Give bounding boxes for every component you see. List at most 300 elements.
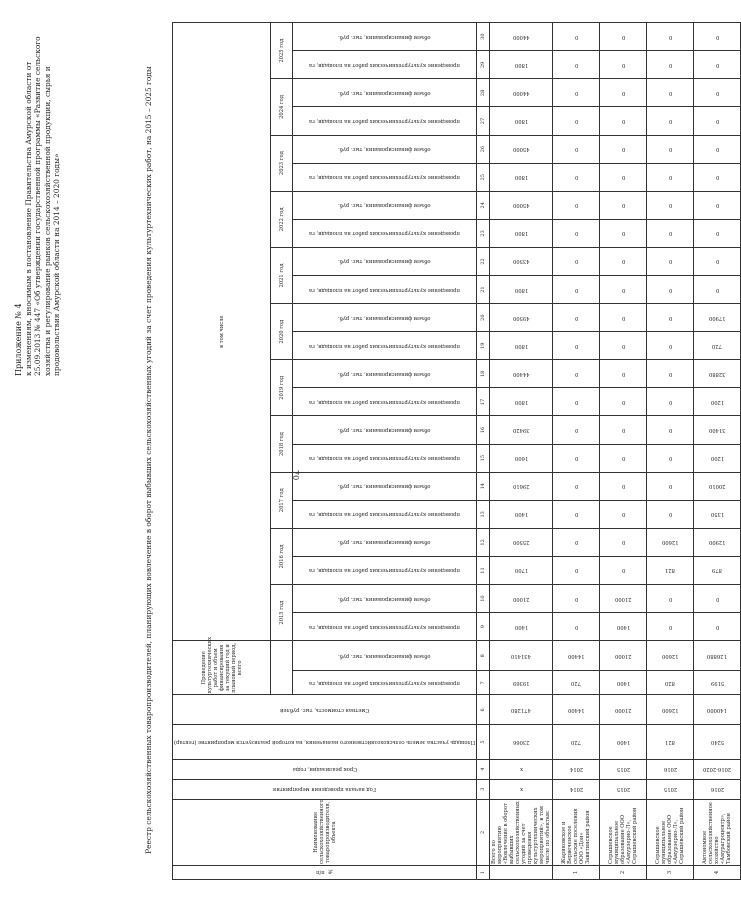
header-sub-fin-3-text: объем финансирования, тыс. руб. — [338, 483, 431, 490]
row-value-3 — [600, 585, 647, 613]
header-sub-area-7 — [292, 276, 476, 304]
table-row — [553, 23, 600, 880]
row-value-7 — [647, 472, 694, 500]
column-number-15: 16 — [477, 416, 490, 444]
header-year-6: 2021 год — [271, 247, 293, 303]
row-value-6 — [490, 500, 553, 528]
row-value-13 — [553, 304, 600, 332]
header-period-text: Срок реализации, годы — [292, 766, 357, 773]
header-sub-fin-5-text: объем финансирования, тыс. руб. — [338, 370, 431, 377]
row-value-20 — [600, 107, 647, 135]
row-value-16 — [553, 219, 600, 247]
row-value-22-text: 0 — [574, 61, 578, 68]
row-value-5-text: 25500 — [513, 539, 530, 546]
row-value-6 — [553, 500, 600, 528]
column-number-29: 30 — [477, 23, 490, 51]
row-value-21 — [600, 79, 647, 107]
row-value-3-text: 21000 — [513, 595, 530, 602]
row-year-started-text: 2014 — [569, 786, 583, 793]
row-value-14-text: 0 — [668, 286, 672, 293]
header-sub-fin-9 — [292, 135, 476, 163]
row-value-9-text: 0 — [621, 427, 625, 434]
column-number-20: 21 — [477, 276, 490, 304]
row-value-13 — [600, 304, 647, 332]
row-value-9-text: 31400 — [709, 427, 726, 434]
row-period — [600, 759, 647, 779]
row-value-12 — [490, 332, 553, 360]
row-value-7 — [553, 472, 600, 500]
row-value-22 — [694, 51, 741, 79]
row-name: Всего по мероприятию «Вовлечение в оборот выбывших сельскохозяйственных угодий за счет проведения культуртехнических мероприятий», в том числе по объектам: — [491, 801, 552, 864]
row-value-23 — [694, 23, 741, 51]
row-period-text: x — [519, 766, 523, 773]
header-sub-fin-2 — [292, 528, 476, 556]
row-value-21-text: 0 — [715, 89, 719, 96]
table-row — [647, 23, 694, 880]
row-value-22 — [647, 51, 694, 79]
row-value-11-text: 44400 — [513, 370, 530, 377]
row-value-17 — [600, 191, 647, 219]
row-value-5 — [600, 528, 647, 556]
row-value-17 — [694, 191, 741, 219]
header-num-text: № п/п — [316, 869, 333, 876]
row-value-21-text: 44000 — [513, 89, 530, 96]
row-value-3-text: 0 — [574, 595, 578, 602]
row-num: 4 — [694, 865, 741, 879]
header-area-text: Площадь участка земель сельскохозяйственного назначения, на которой реализуется мероприятие (гектар) — [174, 739, 476, 746]
column-number-12: 13 — [477, 500, 490, 528]
row-value-11 — [553, 360, 600, 388]
row-value-17 — [490, 191, 553, 219]
row-value-1-text: 431410 — [511, 652, 532, 659]
row-area-text: 23066 — [513, 739, 530, 746]
row-value-2 — [600, 613, 647, 641]
row-value-2-text: 1400 — [514, 623, 528, 630]
row-value-4-text: 821 — [665, 567, 676, 574]
row-value-0 — [647, 671, 694, 695]
row-value-20-text: 1800 — [514, 118, 528, 124]
row-value-14-text: 1800 — [514, 286, 528, 293]
header-sub-fin-3 — [292, 472, 476, 500]
row-value-5-text: 12900 — [709, 539, 726, 546]
row-cost-text: 21000 — [615, 706, 632, 713]
row-value-7-text: 0 — [574, 483, 578, 490]
row-value-3-text: 0 — [715, 595, 719, 602]
row-value-15-text: 0 — [668, 258, 672, 265]
row-value-1-text: 12600 — [662, 652, 679, 659]
header-year-3: 2018 год — [271, 416, 293, 472]
row-value-2 — [553, 613, 600, 641]
row-value-2 — [647, 613, 694, 641]
row-value-0 — [694, 671, 741, 695]
row-value-0 — [490, 671, 553, 695]
row-year-started-text: 2015 — [663, 786, 677, 793]
header-period — [173, 759, 477, 779]
header-sub-fin-4 — [292, 416, 476, 444]
row-value-15-text: 0 — [574, 258, 578, 265]
header-year-0: 2015 год — [271, 585, 293, 641]
row-year-started — [600, 779, 647, 799]
header-num — [173, 865, 477, 879]
row-value-16 — [490, 219, 553, 247]
column-number-2: 3 — [477, 779, 490, 799]
row-value-11-text: 32880 — [709, 370, 726, 377]
row-value-13-text: 49500 — [513, 314, 530, 321]
row-value-1 — [553, 641, 600, 671]
registry-table — [172, 22, 741, 880]
row-value-0 — [553, 671, 600, 695]
row-value-19-text: 0 — [621, 146, 625, 153]
row-value-8 — [553, 444, 600, 472]
row-value-16 — [647, 219, 694, 247]
row-area — [553, 725, 600, 759]
row-num: 2 — [600, 865, 647, 879]
row-value-18 — [553, 163, 600, 191]
row-value-14 — [553, 276, 600, 304]
header-sub-fin-6 — [292, 304, 476, 332]
row-value-1 — [600, 641, 647, 671]
row-value-5-text: 12600 — [662, 539, 679, 546]
row-value-12-text: 0 — [668, 342, 672, 349]
row-period-text: 2015 — [616, 766, 630, 773]
row-value-6-text: 0 — [668, 511, 672, 518]
header-sub-area-9 — [292, 163, 476, 191]
row-value-0 — [600, 671, 647, 695]
row-cost-text: 140000 — [707, 706, 728, 713]
row-value-18 — [694, 163, 741, 191]
header-year-10: 2025 год — [271, 23, 293, 79]
header-sub-fin-0 — [292, 641, 476, 671]
row-value-21-text: 0 — [621, 89, 625, 96]
row-value-21 — [490, 79, 553, 107]
row-value-15-text: 0 — [715, 258, 719, 265]
row-value-22-text: 0 — [715, 61, 719, 68]
header-sub-fin-6-text: объем финансирования, тыс. руб. — [338, 314, 431, 321]
row-year-started — [647, 779, 694, 799]
row-value-21-text: 0 — [668, 89, 672, 96]
row-value-22-text: 0 — [668, 61, 672, 68]
header-sub-fin-11 — [292, 23, 476, 51]
row-value-2-text: 0 — [574, 623, 578, 630]
header-sub-fin-10 — [292, 79, 476, 107]
header-year-8: 2023 год — [271, 135, 293, 191]
row-value-0-text: 19369 — [513, 679, 530, 686]
header-works-total: Проведение культуртехнических работ и объем финансирования за текущий год и плановый период, всего — [173, 641, 271, 695]
row-value-18-text: 0 — [621, 174, 625, 181]
row-value-16-text: 1800 — [514, 230, 528, 237]
row-cost — [553, 695, 600, 725]
row-value-21 — [553, 79, 600, 107]
row-value-13-text: 0 — [668, 314, 672, 321]
row-value-12 — [553, 332, 600, 360]
row-value-23-text: 0 — [715, 33, 719, 40]
row-value-3 — [553, 585, 600, 613]
row-value-20 — [490, 107, 553, 135]
row-value-11-text: 0 — [621, 370, 625, 377]
row-value-18-text: 0 — [668, 174, 672, 181]
header-works-blank — [271, 641, 293, 695]
row-value-12-text: 0 — [621, 342, 625, 349]
header-cost — [173, 695, 477, 725]
column-number-26: 27 — [477, 107, 490, 135]
header-sub-fin-5 — [292, 360, 476, 388]
row-value-1 — [490, 641, 553, 671]
row-value-11-text: 0 — [668, 370, 672, 377]
row-value-2-text: 0 — [715, 623, 719, 630]
row-year-started-text: x — [519, 786, 523, 793]
column-number-25: 26 — [477, 135, 490, 163]
row-value-7-text: 20010 — [709, 483, 726, 490]
header-sub-area-6 — [292, 332, 476, 360]
row-value-10 — [694, 388, 741, 416]
row-value-19 — [553, 135, 600, 163]
header-sub-area-7-text: проведение культуртехнических работ на площади, га — [309, 286, 460, 293]
registry-heading: Реестр сельскохозяйственных товаропроизводителей, планирующих вовлечение в оборот выбывших сельскохозяйственных угодий за счет проведения культуртехнических работ, на 2015 – 2025 годы — [144, 66, 153, 854]
row-value-15-text: 0 — [621, 258, 625, 265]
row-period-text: 2016-2020 — [703, 766, 732, 773]
row-value-20-text: 0 — [715, 118, 719, 124]
header-sub-area-10 — [292, 107, 476, 135]
row-value-3 — [647, 585, 694, 613]
row-value-6 — [647, 500, 694, 528]
row-value-16 — [694, 219, 741, 247]
row-value-2 — [490, 613, 553, 641]
row-value-17-text: 0 — [621, 202, 625, 209]
row-value-8 — [647, 444, 694, 472]
column-number-28: 29 — [477, 51, 490, 79]
header-sub-fin-8 — [292, 191, 476, 219]
header-sub-area-8-text: проведение культуртехнических работ на площади, га — [309, 230, 460, 237]
row-value-8-text: 0 — [668, 455, 672, 462]
row-value-17-text: 0 — [668, 202, 672, 209]
row-value-6-text: 0 — [621, 511, 625, 518]
row-value-7 — [600, 472, 647, 500]
header-sub-area-5-text: проведение культуртехнических работ на площади, га — [309, 398, 460, 405]
header-year-started — [173, 779, 477, 799]
row-value-8-text: 1600 — [514, 455, 528, 462]
row-value-4 — [694, 556, 741, 584]
row-value-3 — [694, 585, 741, 613]
header-sub-fin-7 — [292, 247, 476, 275]
row-value-22 — [600, 51, 647, 79]
row-value-10 — [553, 388, 600, 416]
row-value-3-text: 0 — [668, 595, 672, 602]
appendix-text: к изменениям, вносимым в постановление Правительства Амурской области от 25.09.2013 № 447 «Об утверждении государственной программы «Развитие сельского хозяйства и регулирование рынков сельскохозяйственной продукции, сырья и продовольствия Амурской области на 2014 – 2020 годы» — [24, 36, 61, 376]
row-value-20-text: 0 — [621, 118, 625, 124]
table-row — [694, 23, 741, 880]
row-area — [600, 725, 647, 759]
header-sub-fin-2-text: объем финансирования, тыс. руб. — [338, 539, 431, 546]
row-value-5-text: 0 — [574, 539, 578, 546]
row-value-11 — [490, 360, 553, 388]
row-value-9-text: 39420 — [513, 427, 530, 434]
header-sub-area-1 — [292, 613, 476, 641]
row-value-9 — [647, 416, 694, 444]
column-number-4: 5 — [477, 725, 490, 759]
row-value-0-text: 5199 — [710, 679, 724, 686]
row-value-23 — [490, 23, 553, 51]
row-num — [490, 865, 553, 879]
row-value-16-text: 0 — [715, 230, 719, 237]
row-period — [694, 759, 741, 779]
row-value-2 — [694, 613, 741, 641]
row-area — [694, 725, 741, 759]
header-year-started-text: Год начала проведения мероприятия — [273, 786, 377, 793]
row-value-13-text: 17900 — [709, 314, 726, 321]
row-value-10-text: 1800 — [514, 398, 528, 405]
row-value-14 — [647, 276, 694, 304]
row-value-1 — [694, 641, 741, 671]
row-cost — [600, 695, 647, 725]
row-value-13 — [647, 304, 694, 332]
row-year-started — [694, 779, 741, 799]
header-sub-fin-7-text: объем финансирования, тыс. руб. — [338, 258, 431, 265]
row-value-20 — [694, 107, 741, 135]
column-number-6: 7 — [477, 671, 490, 695]
header-sub-area-11-text: проведение культуртехнических работ на площади, га — [309, 61, 460, 68]
header-sub-fin-1 — [292, 585, 476, 613]
rotated-document — [12, 20, 733, 880]
header-sub-area-10-text: проведение культуртехнических работ на площади, га — [309, 118, 460, 124]
row-value-1-text: 126880 — [707, 652, 728, 659]
page-number: 70 — [291, 470, 300, 481]
row-cost-text: 14400 — [568, 706, 585, 713]
row-value-21 — [647, 79, 694, 107]
row-cost-text: 12600 — [662, 706, 679, 713]
row-value-1-text: 14400 — [568, 652, 585, 659]
column-number-22: 23 — [477, 219, 490, 247]
column-number-0: 1 — [477, 865, 490, 879]
header-sub-area-1-text: проведение культуртехнических работ на площади, га — [309, 623, 460, 630]
row-value-8-text: 0 — [574, 455, 578, 462]
header-sub-area-3-text: проведение культуртехнических работ на площади, га — [309, 511, 460, 518]
row-value-20 — [553, 107, 600, 135]
header-area — [173, 725, 477, 759]
row-value-19-text: 45000 — [513, 146, 530, 153]
row-value-9-text: 0 — [574, 427, 578, 434]
row-value-11 — [600, 360, 647, 388]
row-value-16-text: 0 — [668, 230, 672, 237]
row-value-8 — [600, 444, 647, 472]
header-sub-area-8 — [292, 219, 476, 247]
row-value-6 — [694, 500, 741, 528]
row-value-3-text: 21000 — [615, 595, 632, 602]
column-number-10: 11 — [477, 556, 490, 584]
column-number-5: 6 — [477, 695, 490, 725]
header-sub-area-6-text: проведение культуртехнических работ на площади, га — [309, 342, 460, 349]
row-value-4-text: 879 — [712, 567, 723, 574]
header-sub-area-11 — [292, 51, 476, 79]
header-cost-text: Сметная стоимость, тыс. рублей — [279, 706, 370, 713]
row-value-2-text: 0 — [668, 623, 672, 630]
row-value-10-text: 1200 — [710, 398, 724, 405]
header-year-2: 2017 год — [271, 472, 293, 528]
row-value-17 — [647, 191, 694, 219]
row-value-15 — [490, 247, 553, 275]
row-value-15-text: 43500 — [513, 258, 530, 265]
column-number-18: 19 — [477, 332, 490, 360]
row-year-started-text: 2015 — [616, 786, 630, 793]
column-number-17: 18 — [477, 360, 490, 388]
row-value-11 — [694, 360, 741, 388]
row-area-text: 720 — [571, 739, 582, 746]
row-value-9-text: 0 — [668, 427, 672, 434]
header-year-7: 2022 год — [271, 191, 293, 247]
row-value-23-text: 0 — [621, 33, 625, 40]
header-name: Наименование сельскохозяйственного товаропроизводителя, объекта — [173, 799, 477, 865]
row-value-7 — [694, 472, 741, 500]
row-value-12 — [694, 332, 741, 360]
row-value-10-text: 0 — [668, 398, 672, 405]
header-sub-area-5 — [292, 388, 476, 416]
header-sub-fin-9-text: объем финансирования, тыс. руб. — [338, 146, 431, 153]
header-sub-area-2-text: проведение культуртехнических работ на площади, га — [309, 567, 460, 574]
column-number-24: 25 — [477, 163, 490, 191]
row-value-14-text: 0 — [715, 286, 719, 293]
row-value-22 — [490, 51, 553, 79]
row-value-17 — [553, 191, 600, 219]
row-period — [647, 759, 694, 779]
row-value-0-text: 720 — [571, 679, 582, 686]
header-sub-fin-0-text: объем финансирования, тыс. руб. — [338, 652, 431, 659]
row-value-23-text: 0 — [668, 33, 672, 40]
row-num: 3 — [647, 865, 694, 879]
row-value-1 — [647, 641, 694, 671]
column-number-8: 9 — [477, 613, 490, 641]
row-value-19 — [490, 135, 553, 163]
row-value-6-text: 1400 — [514, 511, 528, 518]
row-value-17-text: 45000 — [513, 202, 530, 209]
row-value-9 — [694, 416, 741, 444]
row-value-14 — [490, 276, 553, 304]
row-value-23 — [600, 23, 647, 51]
row-value-8 — [490, 444, 553, 472]
row-value-15 — [553, 247, 600, 275]
row-value-14-text: 0 — [621, 286, 625, 293]
row-value-18-text: 0 — [574, 174, 578, 181]
row-value-7-text: 0 — [621, 483, 625, 490]
row-value-22-text: 0 — [621, 61, 625, 68]
row-value-12 — [647, 332, 694, 360]
row-value-10 — [490, 388, 553, 416]
row-area-text: 5240 — [710, 739, 724, 746]
row-value-22 — [553, 51, 600, 79]
row-area — [490, 725, 553, 759]
row-value-4 — [647, 556, 694, 584]
row-year-started-text: 2016 — [710, 786, 724, 793]
row-year-started — [553, 779, 600, 799]
column-number-9: 10 — [477, 585, 490, 613]
row-name: Серышевское муниципальное образование ООО «Амурзерно-Л», Серышевский район — [647, 799, 694, 865]
row-value-0-text: 820 — [665, 679, 676, 686]
row-value-19-text: 0 — [668, 146, 672, 153]
row-value-5 — [490, 528, 553, 556]
column-number-13: 14 — [477, 472, 490, 500]
row-value-23 — [553, 23, 600, 51]
row-value-0-text: 1400 — [616, 679, 630, 686]
row-area — [647, 725, 694, 759]
header-including: в том числе — [173, 23, 271, 641]
row-value-18-text: 1800 — [514, 174, 528, 181]
row-value-5 — [647, 528, 694, 556]
header-sub-area-4 — [292, 444, 476, 472]
row-value-2-text: 1400 — [616, 623, 630, 630]
column-number-27: 28 — [477, 79, 490, 107]
row-name: Жариковское и Вервеченское сельские поселения ООО «Дон» Завитинский район — [553, 799, 600, 865]
row-value-4 — [553, 556, 600, 584]
row-value-20-text: 0 — [574, 118, 578, 124]
column-number-23: 24 — [477, 191, 490, 219]
